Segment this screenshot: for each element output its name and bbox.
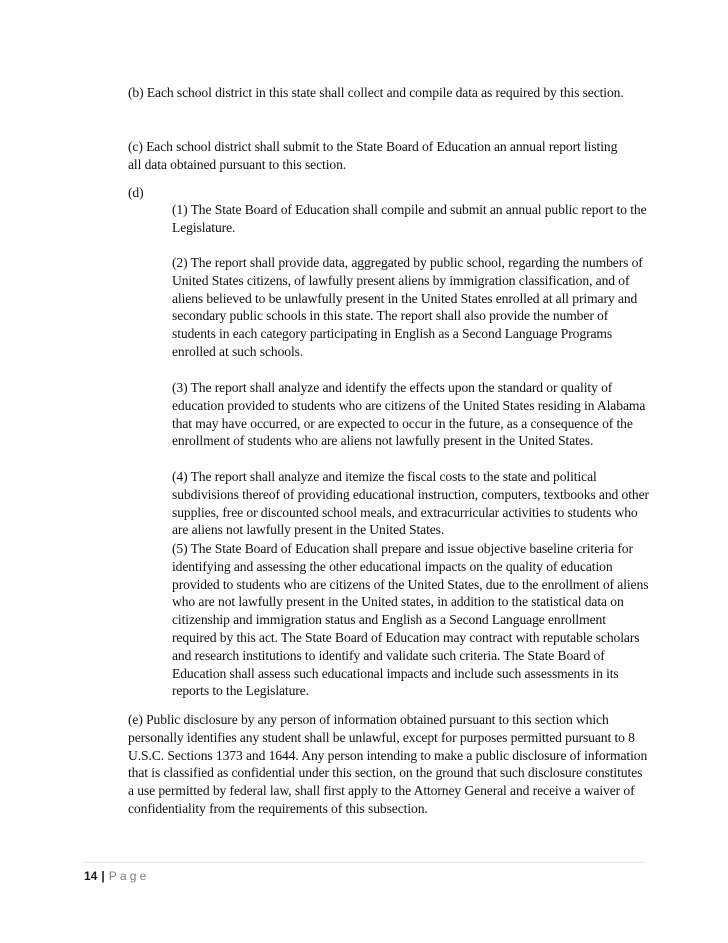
paragraph-b: (b) Each school district in this state shall collect and compile data as required by this section.: [128, 85, 624, 100]
page-footer: [84, 868, 150, 884]
paragraph-d-2: (2) The report shall provide data, aggregated by public school, regarding the numbers of United States citizens, of lawfully present aliens by immigration classification, and of aliens believed to be unlawfully present in the United States enrolled at all primary and secondary public schools in this state. The report shall also provide the number of students in each category participating in English as a Second Language Programs enrolled at such schools.: [172, 255, 643, 359]
footer-divider: [84, 862, 644, 863]
paragraph-d-3: (3) The report shall analyze and identify the effects upon the standard or quality of education provided to students who are citizens of the United States residing in Alabama that may have occurred, or are expected to occur in the future, as a consequence of the enrollment of students who are aliens not lawfully present in the United States.: [172, 380, 646, 449]
paragraph-c: (c) Each school district shall submit to the State Board of Education an annual report listing all data obtained pursuant to this section.: [128, 139, 618, 172]
paragraph-d-4: (4) The report shall analyze and itemize the fiscal costs to the state and political subdivisions thereof of providing educational instruction, computers, textbooks and other supplies, free or discounted school meals, and extracurricular activities to students who are aliens not lawfully present in the United States.: [172, 469, 649, 538]
paragraph-d-label: (d): [128, 185, 144, 200]
footer-separator: |: [101, 869, 105, 883]
paragraph-e: (e) Public disclosure by any person of information obtained pursuant to this section which personally identifies any student shall be unlawful, except for purposes permitted pursuant to 8 U.S.C. Sections 1373 and 1644. Any person intending to make a public disclosure of information that is classified as confidential under this section, on the ground that such disclosure constitutes a use permitted by federal law, shall first apply to the Attorney General and receive a waiver of confidentiality from the requirements of this subsection.: [128, 712, 648, 816]
page-label: Page: [108, 869, 150, 883]
paragraph-d-1: (1) The State Board of Education shall compile and submit an annual public report to the Legislature.: [172, 202, 647, 235]
paragraph-d-5: (5) The State Board of Education shall prepare and issue objective baseline criteria for identifying and assessing the other educational impacts on the quality of education provided to students who are citizens of the United States, due to the enrollment of aliens who are not lawfully present in the United states, in addition to the statistical data on citizenship and immigration status and English as a Second Language enrollment required by this act. The State Board of Education may contract with reputable scholars and research institutions to identify and validate such criteria. The State Board of Education shall assess such educational impacts and include such assessments in its reports to the Legislature.: [172, 541, 649, 699]
page-number: 14: [84, 869, 98, 883]
